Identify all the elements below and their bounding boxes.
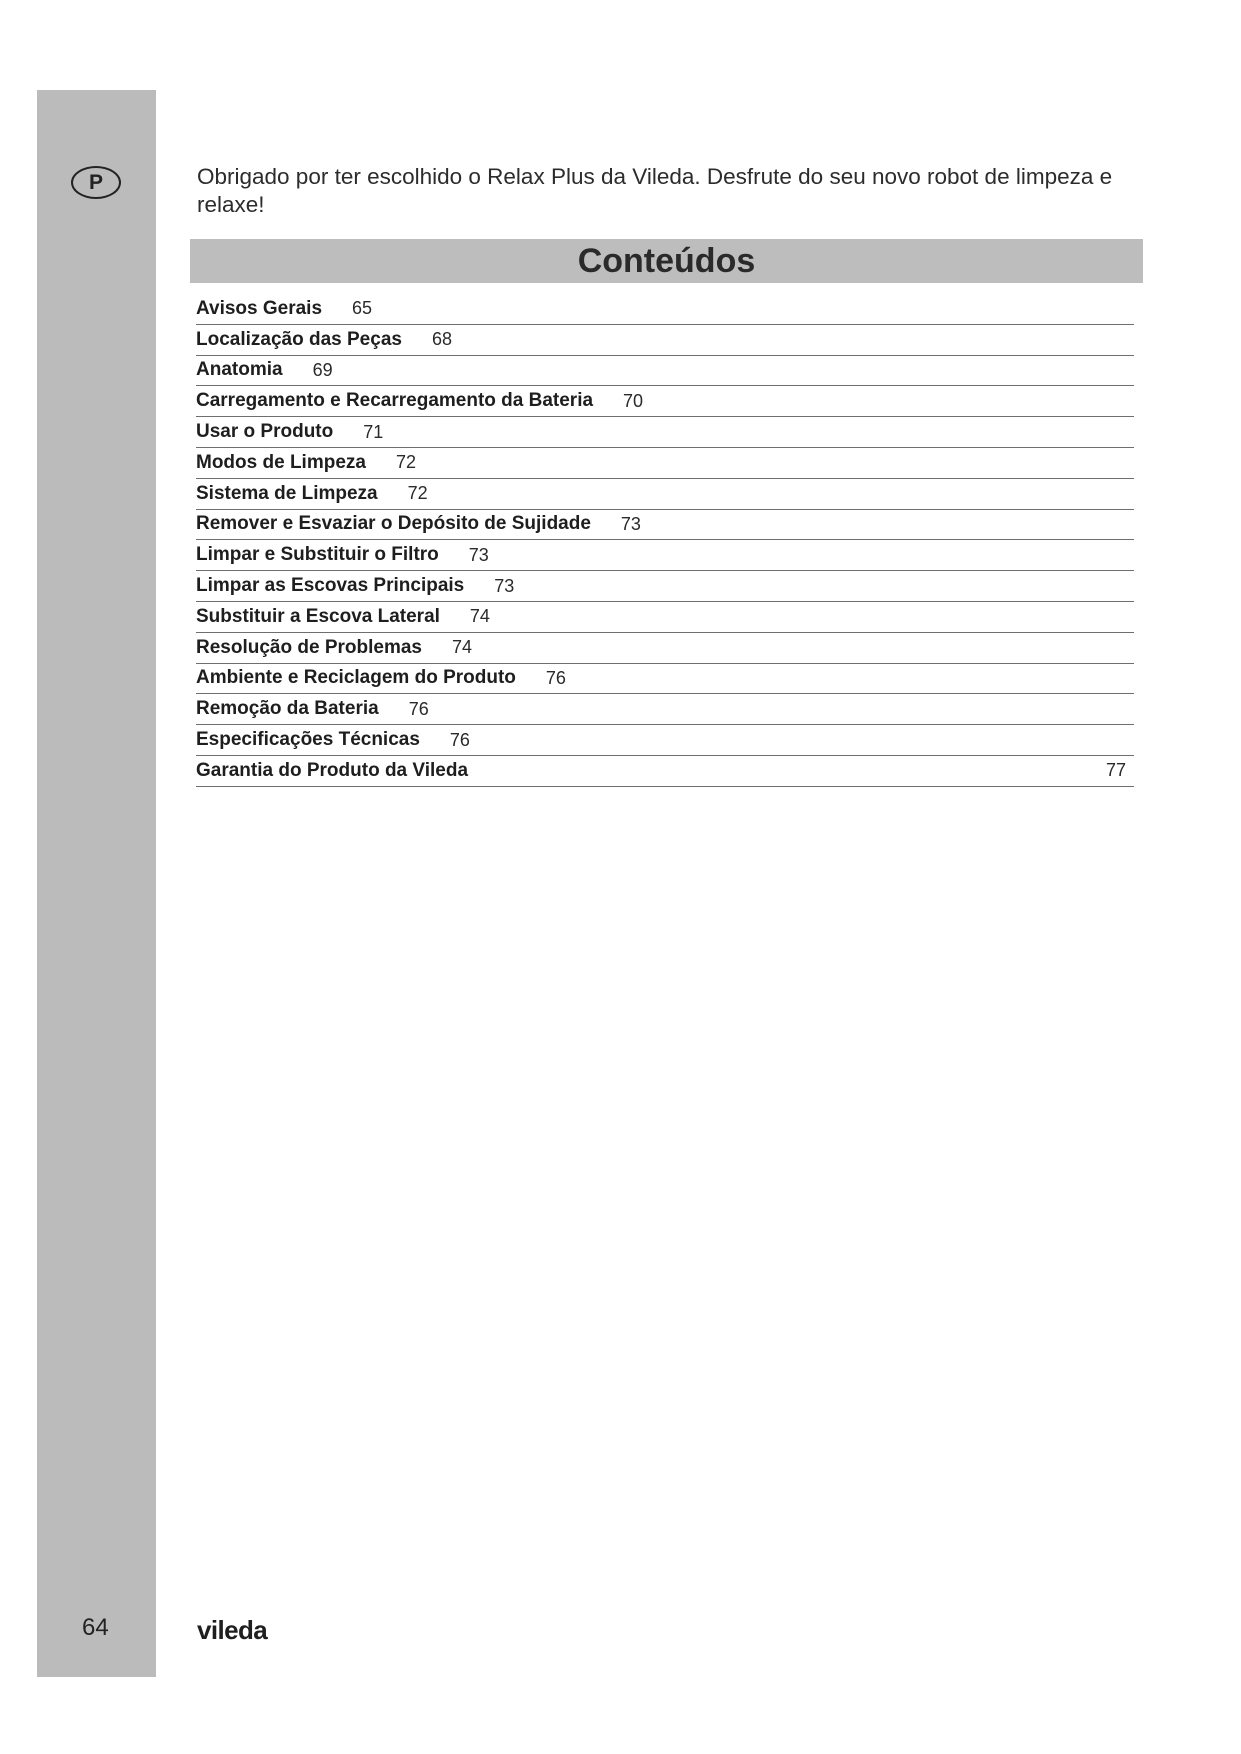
- toc-entry-page: 70: [623, 390, 644, 411]
- toc-row: [196, 325, 1134, 356]
- toc-row: [196, 664, 1134, 695]
- toc-entry-page: 76: [408, 698, 429, 719]
- toc-row: [196, 386, 1134, 417]
- toc-entry-page: 72: [395, 452, 416, 473]
- toc-entry-title: Modos de Limpeza: [196, 451, 366, 473]
- toc-entry-page: 77: [1105, 760, 1126, 781]
- toc-entry-page: 68: [431, 329, 452, 350]
- toc-entry-title: Limpar e Substituir o Filtro: [196, 544, 439, 566]
- toc-row: [196, 602, 1134, 633]
- toc-row: [196, 571, 1134, 602]
- toc-entry-page: 72: [407, 483, 428, 504]
- toc-entry-page: 73: [468, 544, 489, 565]
- toc-row: [196, 725, 1134, 756]
- toc-entry-title: Carregamento e Recarregamento da Bateria: [196, 390, 594, 412]
- toc-entry-page: 73: [620, 513, 641, 534]
- toc-entry-page: 73: [494, 575, 515, 596]
- vileda-logo: vileda: [197, 1615, 268, 1645]
- toc-row: [196, 694, 1134, 725]
- toc-row: [196, 633, 1134, 664]
- table-of-contents: [196, 294, 1134, 787]
- toc-entry-title: Resolução de Problemas: [196, 636, 422, 658]
- toc-entry-title: Substituir a Escova Lateral: [196, 605, 440, 627]
- toc-entry-page: 74: [469, 606, 490, 627]
- toc-entry-title: Limpar as Escovas Principais: [196, 575, 465, 597]
- toc-entry-page: 65: [352, 298, 373, 319]
- toc-title: Conteúdos: [577, 242, 756, 280]
- toc-entry-title: Garantia do Produto da Vileda: [196, 759, 469, 781]
- toc-title-band: [190, 239, 1143, 283]
- toc-entry-page: 74: [451, 637, 472, 658]
- toc-entry-title: Especificações Técnicas: [196, 729, 420, 751]
- toc-entry-page: 76: [449, 729, 470, 750]
- toc-entry-title: Avisos Gerais: [196, 297, 323, 319]
- toc-entry-page: 76: [545, 667, 566, 688]
- toc-entry-title: Usar o Produto: [196, 421, 334, 443]
- side-margin-band: [37, 90, 156, 1677]
- toc-row: [196, 479, 1134, 510]
- toc-entry-title: Anatomia: [196, 359, 283, 381]
- language-marker: P: [71, 166, 121, 199]
- toc-entry-title: Ambiente e Reciclagem do Produto: [196, 667, 516, 689]
- toc-entry-title: Sistema de Limpeza: [196, 482, 378, 504]
- toc-entry-page: 69: [312, 359, 333, 380]
- toc-entry-title: Remover e Esvaziar o Depósito de Sujidade: [196, 513, 591, 535]
- toc-row: [196, 510, 1134, 541]
- toc-row: [196, 540, 1134, 571]
- intro-text: Obrigado por ter escolhido o Relax Plus da Vileda. Desfrute do seu novo robot de limpeza e relaxe!: [197, 164, 1113, 217]
- toc-entry-title: Remoção da Bateria: [196, 698, 379, 720]
- toc-row: [196, 294, 1134, 325]
- page-number: 64: [82, 1614, 109, 1641]
- toc-row: [196, 417, 1134, 448]
- toc-row: [196, 448, 1134, 479]
- toc-row: [196, 356, 1134, 387]
- toc-entry-title: Localização das Peças: [196, 328, 402, 350]
- toc-entry-page: 71: [363, 421, 384, 442]
- toc-row: [196, 756, 1134, 787]
